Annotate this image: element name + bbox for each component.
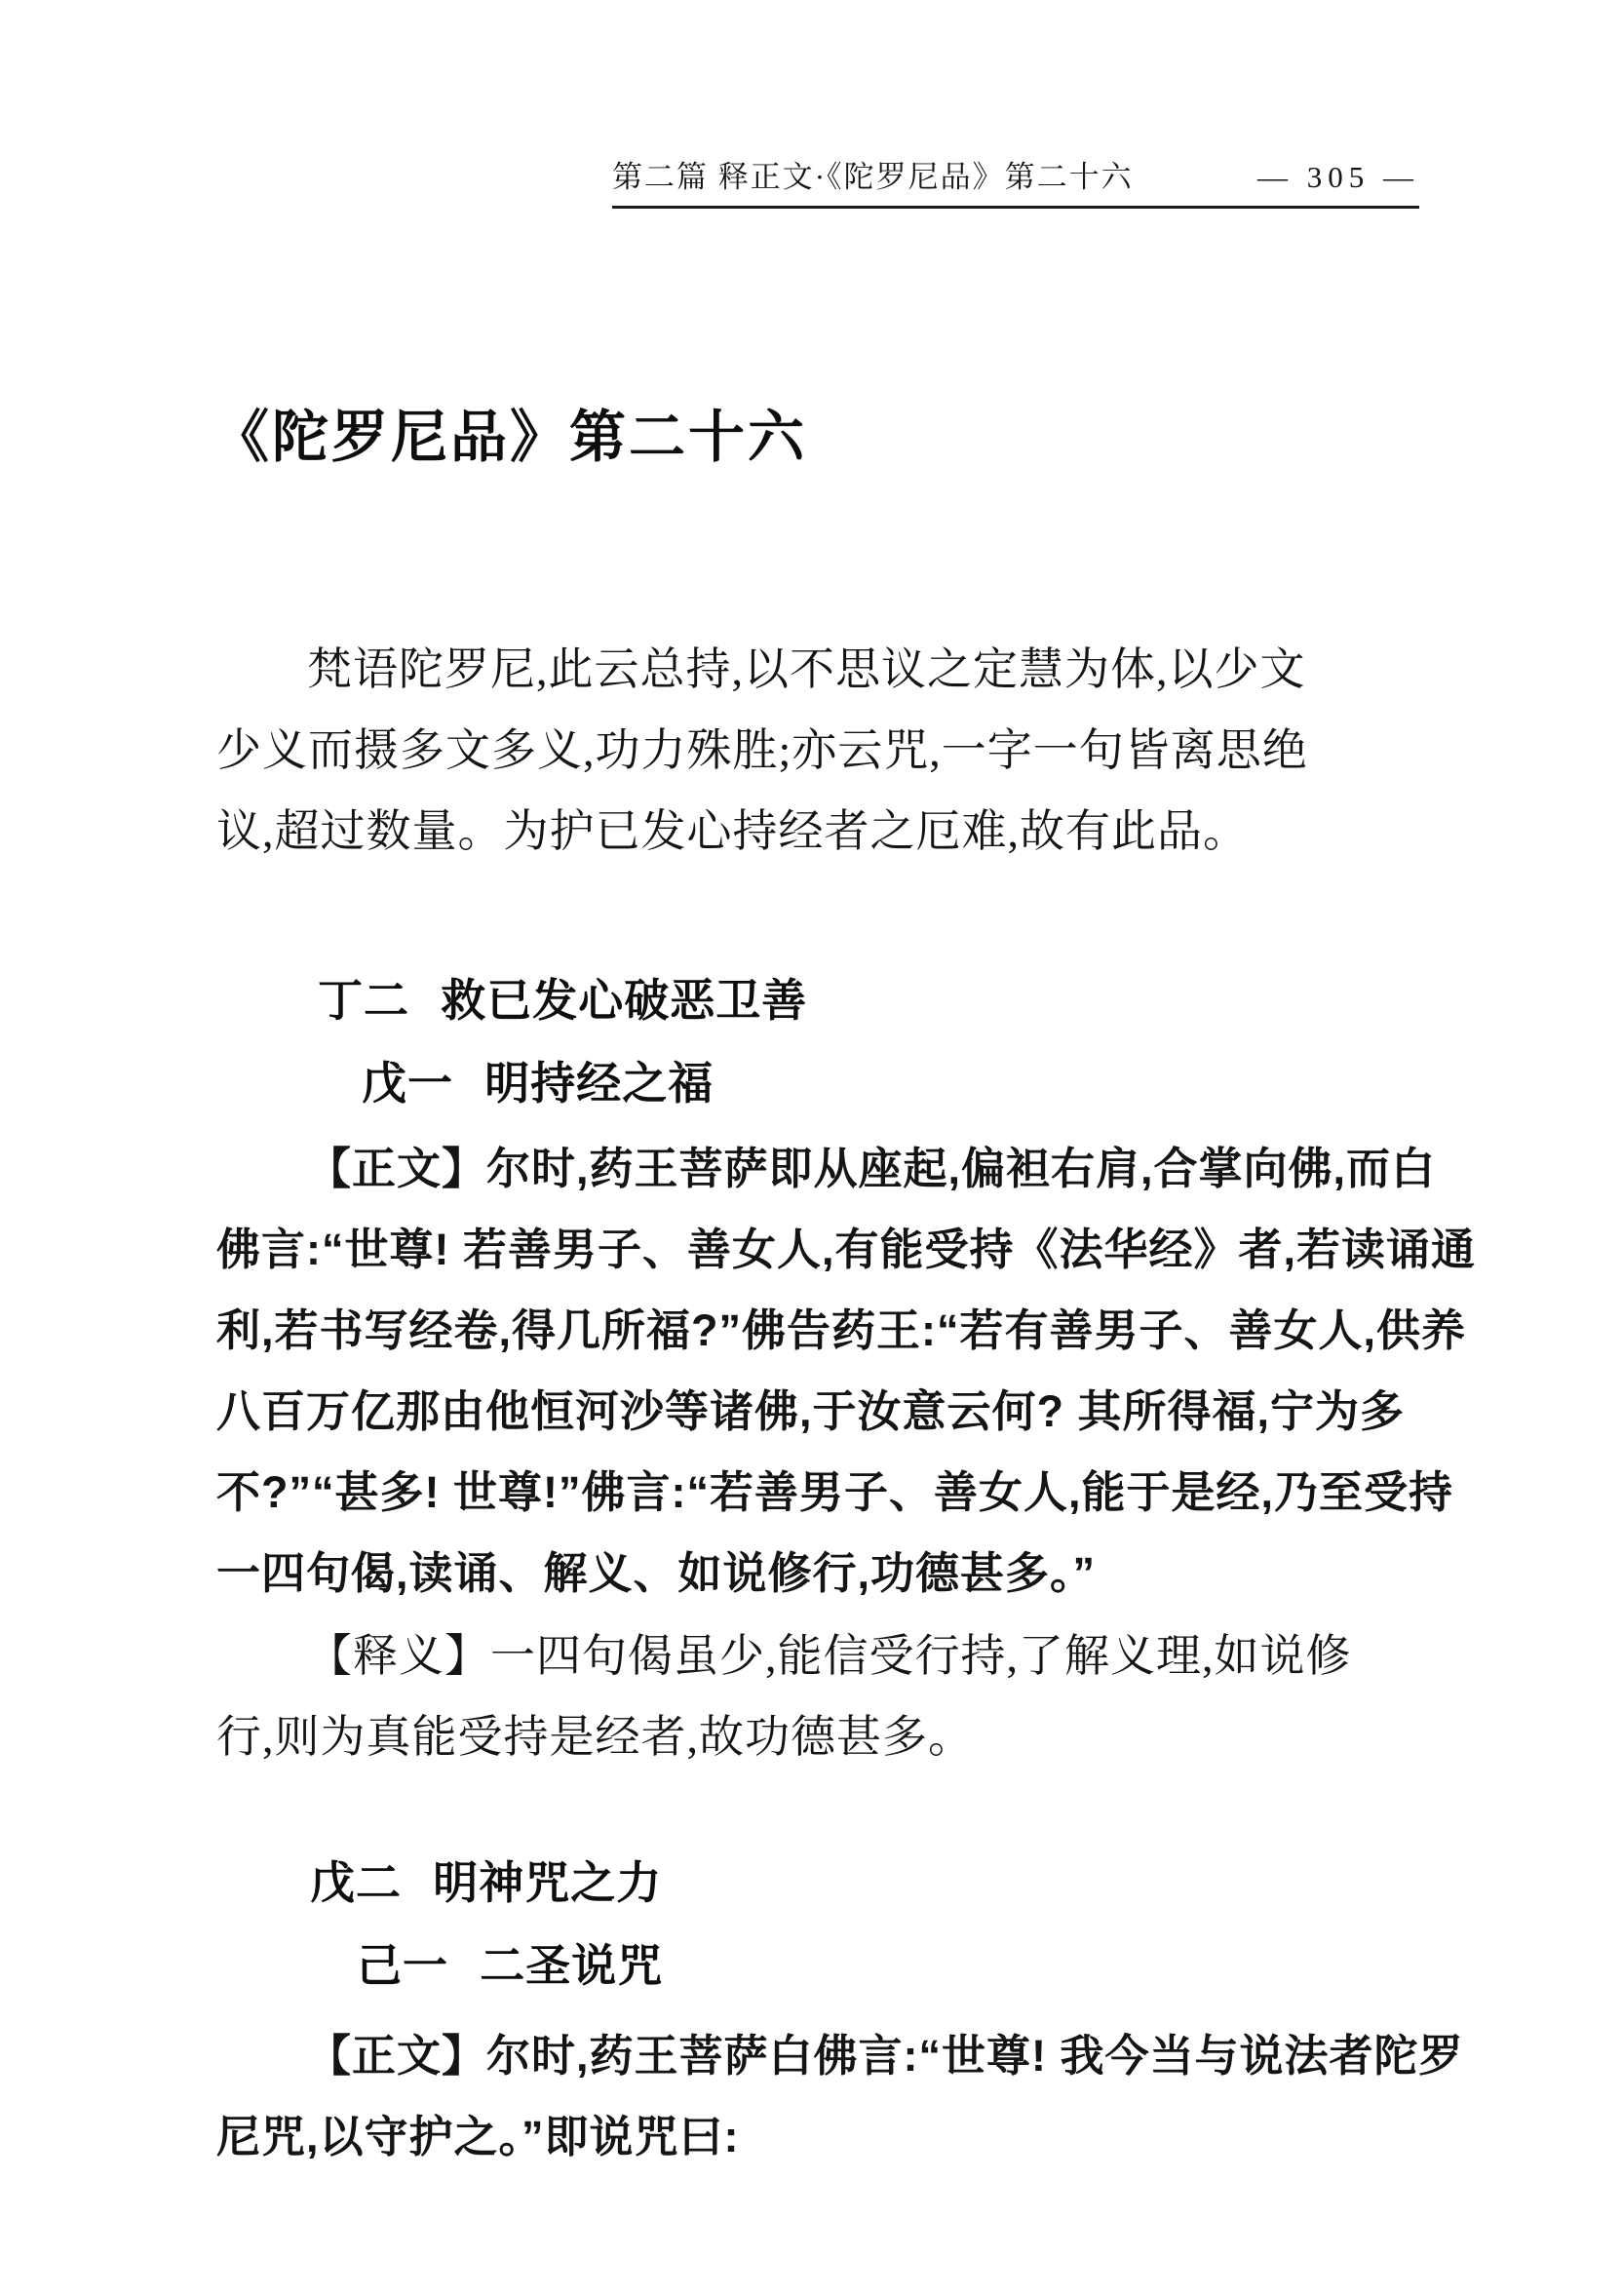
outline-number: 戊二: [310, 1857, 402, 1908]
outline-heading-wu1: [362, 1054, 714, 1112]
header-section-title: 第二篇 释正文·《陀罗尼品》第二十六: [612, 160, 1134, 194]
scripture-paragraph-1: [216, 1128, 1476, 1614]
header-page-number: — 305 —: [1257, 160, 1419, 194]
outline-heading-ji1: [357, 1936, 663, 1995]
outline-title: 救已发心破恶卫善: [441, 975, 808, 1026]
scripture-line: 一四句偈,读诵、解义、如说修行,功德甚多。”: [216, 1548, 1097, 1598]
commentary-paragraph: [216, 1615, 1425, 1777]
outline-number: 丁二: [318, 975, 409, 1026]
scripture-line: 尼咒,以守护之。”即说咒曰:: [216, 2112, 740, 2161]
intro-line: 议,超过数量。为护已发心持经者之厄难,故有此品。: [216, 806, 1249, 856]
outline-heading-wu2: [310, 1853, 662, 1912]
scripture-paragraph-2: [216, 2015, 1464, 2177]
outline-title: 明持经之福: [484, 1058, 714, 1109]
outline-heading-ding2: [318, 971, 807, 1030]
running-header: [612, 158, 1419, 209]
scripture-line: 不?”“甚多! 世尊!”佛言:“若善男子、善女人,能于是经,乃至受持: [216, 1467, 1453, 1517]
intro-line: 少义而摄多文多义,功力殊胜;亦云咒,一字一句皆离思绝: [216, 725, 1308, 775]
scripture-line: 佛言:“世尊! 若善男子、善女人,有能受持《法华经》者,若读诵通: [216, 1225, 1476, 1274]
chapter-title: 《陀罗尼品》第二十六: [212, 406, 808, 469]
scripture-line: 【正文】尔时,药王菩萨白佛言:“世尊! 我今当与说法者陀罗: [307, 2031, 1464, 2081]
outline-number: 戊一: [362, 1058, 453, 1109]
outline-number: 己一: [357, 1940, 448, 1991]
commentary-line: 【释义】一四句偈虽少,能信受行持,了解义理,如说修: [307, 1631, 1352, 1681]
intro-paragraph: [216, 629, 1425, 872]
scripture-line: 八百万亿那由他恒河沙等诸佛,于汝意云何? 其所得福,宁为多: [216, 1386, 1405, 1436]
scripture-line: 【正文】尔时,药王菩萨即从座起,偏袒右肩,合掌向佛,而白: [307, 1144, 1437, 1193]
commentary-line: 行,则为真能受持是经者,故功德甚多。: [216, 1712, 974, 1762]
outline-title: 二圣说咒: [480, 1940, 664, 1991]
outline-title: 明神咒之力: [433, 1857, 663, 1908]
intro-line: 梵语陀罗尼,此云总持,以不思议之定慧为体,以少文: [307, 644, 1306, 694]
scripture-line: 利,若书写经卷,得几所福?”佛告药王:“若有善男子、善女人,供养: [216, 1305, 1466, 1355]
